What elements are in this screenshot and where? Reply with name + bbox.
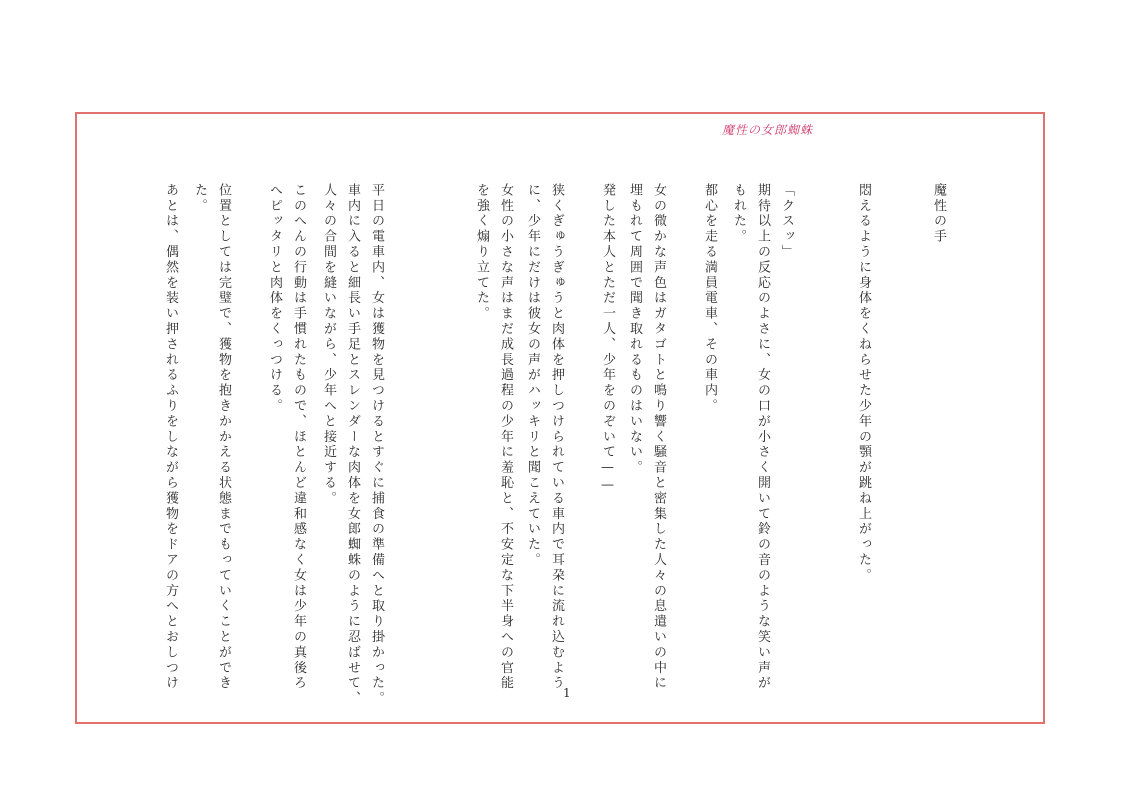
text-line: 期待以上の反応のよさに、女の口が小さく開いて鈴の音のような笑い声が xyxy=(755,183,770,692)
text-line: 平日の電車内、女は獲物を見つけるとすぐに捕食の準備へと取り掛かった。 xyxy=(369,183,384,707)
text-line: 人々の合間を縫いながら、少年へと接近する。 xyxy=(321,183,336,507)
text-line: を強く煽り立てた。 xyxy=(474,183,489,322)
text-line: 埋もれて周囲で聞き取れるものはいない。 xyxy=(627,183,642,476)
text-line: 発した本人とただ一人、少年をのぞいて—— xyxy=(600,183,615,495)
text-line: へピッタリと肉体をくっつける。 xyxy=(267,183,282,414)
text-line: あとは、偶然を装い押されるふりをしながら獲物をドアの方へとおしつけ xyxy=(163,183,178,692)
text-line: このへんの行動は手慣れたもので、ほとんど違和感なく女は少年の真後ろ xyxy=(291,183,306,692)
text-line: 「クスッ」 xyxy=(779,183,794,260)
text-line: 狭くぎゅうぎゅうと肉体を押しつけられている車内で耳朶に流れ込むよう xyxy=(549,183,564,692)
text-line: 都心を走る満員電車、その車内。 xyxy=(702,183,717,414)
text-line: た。 xyxy=(192,183,207,214)
text-line: 車内に入ると細長い手足とスレンダーな肉体を女郎蜘蛛のように忍ばせて、 xyxy=(345,183,360,707)
text-line: 女性の小さな声はまだ成長過程の少年に羞恥と、不安定な下半身への官能 xyxy=(498,183,513,692)
text-line: 位置としては完璧で、獲物を抱きかかえる状態までもっていくことができ xyxy=(216,183,231,692)
text-line: もれた。 xyxy=(731,183,746,245)
chapter-title: 魔性の手 xyxy=(931,183,946,245)
page-number: 1 xyxy=(563,686,571,700)
text-line: 女の微かな声色はガタゴトと鳴り響く騒音と密集した人々の息遣いの中に xyxy=(651,183,666,692)
text-line: に、少年にだけは彼女の声がハッキリと聞こえていた。 xyxy=(525,183,540,568)
running-header: 魔性の女郎蜘蛛 xyxy=(722,123,814,137)
text-line: 悶えるように身体をくねらせた少年の顎が跳ね上がった。 xyxy=(856,183,871,584)
